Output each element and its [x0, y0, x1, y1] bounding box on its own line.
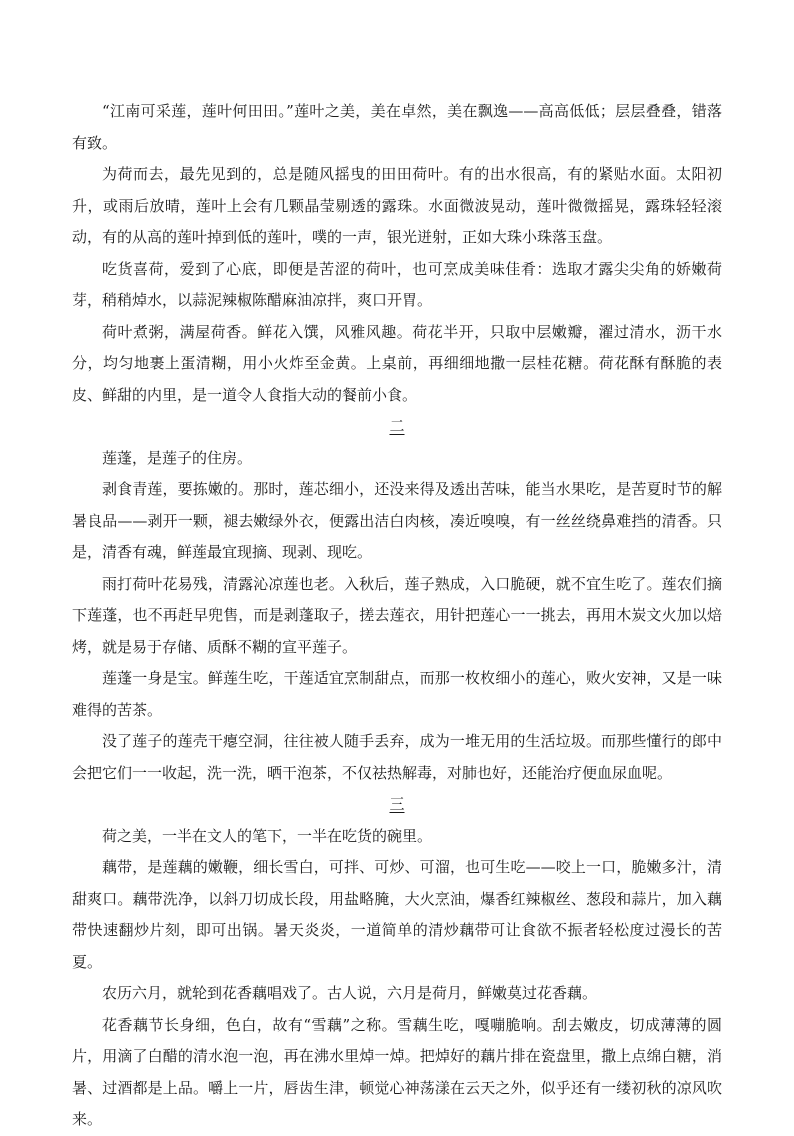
paragraph-lotus-pod-treasure: 莲蓬一身是宝。鲜莲生吃，干莲适宜烹制甜点，而那一枚枚细小的莲心，败火安神，又是一味难得的苦茶。 — [72, 669, 722, 719]
paragraph-lotus-beauty: 荷之美，一半在文人的笔下，一半在吃货的碗里。 — [102, 826, 433, 845]
article-body — [72, 96, 722, 1136]
paragraph-dried-lotus-seed: 雨打荷叶花易残，清露沁凉莲也老。入秋后，莲子熟成，入口脆硬，就不宜生吃了。莲农们摘下莲蓬，也不再赶早兜售，而是剥蓬取子，搓去莲衣，用针把莲心一一挑去，再用木炭文火加以焙烤，就是易于存储、质酥不糊的宣平莲子。 — [72, 574, 722, 656]
paragraph-lotus-bud-dish: 吃货喜荷，爱到了心底，即便是苦涩的荷叶，也可烹成美味佳肴：选取才露尖尖角的娇嫩荷芽，稍稍焯水，以蒜泥辣椒陈醋麻油凉拌，爽口开胃。 — [72, 259, 722, 309]
section-heading-three — [72, 789, 722, 821]
section-heading-two-text: 二 — [389, 417, 405, 435]
paragraph-lotus-leaf-intro: “江南可采莲，莲叶何田田。”莲叶之美，美在卓然，美在飘逸——高高低低；层层叠叠，错落有致。 — [72, 102, 722, 152]
paragraph-lotus-root-shoot: 藕带，是莲藕的嫩鞭，细长雪白，可拌、可炒、可溜，也可生吃——咬上一口，脆嫩多汁，清甜爽口。藕带洗净，以斜刀切成长段，用盐略腌，大火烹油，爆香红辣椒丝、葱段和蒜片，加入藕带快速翻炒片刻，即可出锅。暑天炎炎，一道简单的清炒藕带可让食欲不振者轻松度过漫长的苦夏。 — [72, 858, 722, 971]
section-heading-three-text: 三 — [389, 795, 405, 813]
section-heading-two — [72, 411, 722, 443]
paragraph-lotus-pod: 莲蓬，是莲子的住房。 — [102, 448, 253, 467]
paragraph-lotus-porridge: 荷叶煮粥，满屋荷香。鲜花入馔，风雅风趣。荷花半开，只取中层嫩瓣，濯过清水，沥干水分，均匀地裹上蛋清糊，用小火炸至金黄。上桌前，再细细地撒一层桂花糖。荷花酥有酥脆的表皮、鲜甜的内里，是一道令人食指大动的餐前小食。 — [72, 322, 722, 404]
paragraph-sixth-month: 农历六月，就轮到花香藕唱戏了。古人说，六月是荷月，鲜嫩莫过花香藕。 — [102, 984, 598, 1002]
paragraph-lotus-shell: 没了莲子的莲壳干瘪空洞，往往被人随手丢弃，成为一堆无用的生活垃圾。而那些懂行的郎中会把它们一一收起，洗一洗，晒干泡茶，不仅祛热解毒，对肺也好，还能治疗便血尿血呢。 — [72, 732, 722, 782]
paragraph-lotus-leaf-dew: 为荷而去，最先见到的，总是随风摇曳的田田荷叶。有的出水很高，有的紧贴水面。太阳初升，或雨后放晴，莲叶上会有几颗晶莹剔透的露珠。水面微波晃动，莲叶微微摇晃，露珠轻轻滚动，有的从高的莲叶掉到低的莲叶，噗的一声，银光迸射，正如大珠小珠落玉盘。 — [72, 165, 722, 246]
paragraph-fresh-lotus-seed: 剥食青莲，要拣嫩的。那时，莲芯细小，还没来得及透出苦味，能当水果吃，是苦夏时节的解暑良品——剥开一颗，褪去嫩绿外衣，便露出洁白肉核，凑近嗅嗅，有一丝丝绕鼻难挡的清香。只是，清香有魂，鲜莲最宜现摘、现剥、现吃。 — [72, 480, 722, 561]
paragraph-snow-lotus-root: 花香藕节长身细，色白，故有“雪藕”之称。雪藕生吃，嘎嘣脆响。刮去嫩皮，切成薄薄的圆片，用滴了白醋的清水泡一泡，再在沸水里焯一焯。把焯好的藕片排在瓷盘里，撒上点绵白糖，消暑、过酒都是上品。嚼上一片，唇齿生津，顿觉心神荡漾在云天之外，似乎还有一缕初秋的凉风吹来。 — [72, 1015, 722, 1128]
